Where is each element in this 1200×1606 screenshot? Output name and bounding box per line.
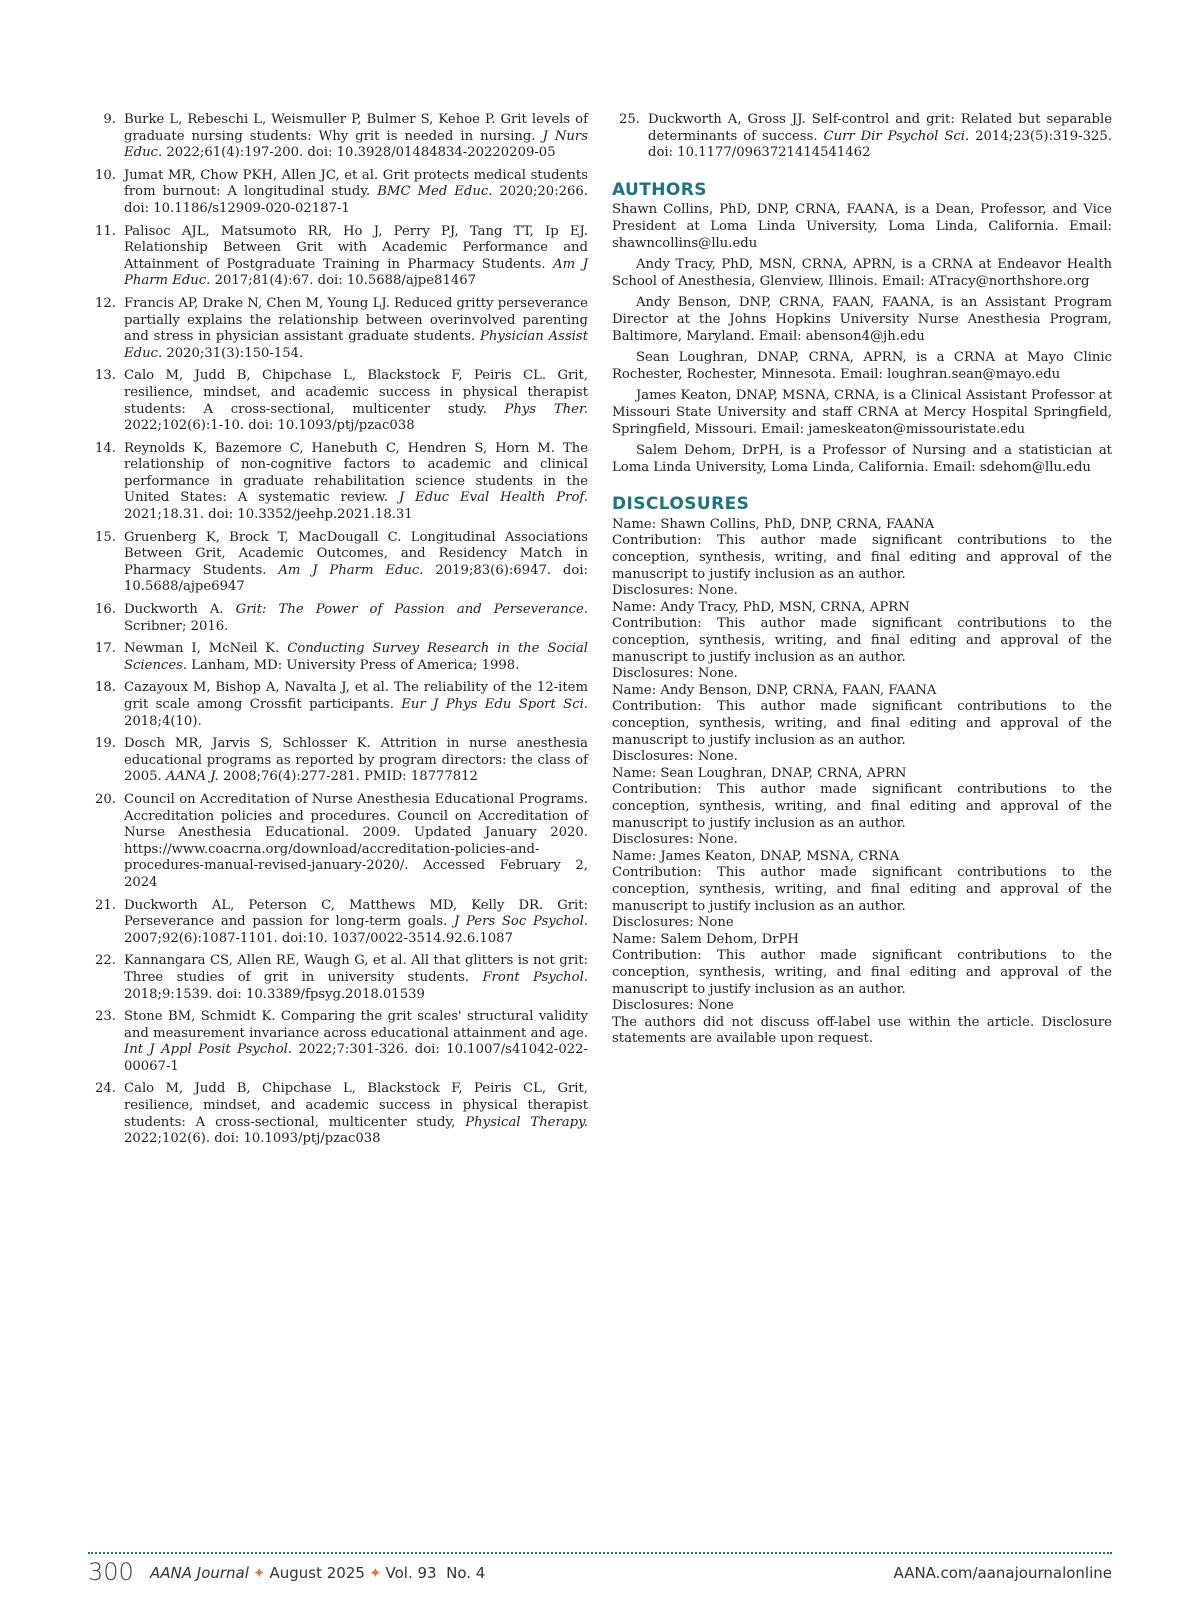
reference-text: Palisoc AJL, Matsumoto RR, Ho J, Perry PJ, Tang TT, Ip EJ. Relationship Between Grit with Academic Performance and Attainment of Postgraduate Training in Pharmacy Students. bbox=[124, 223, 588, 272]
diamond-separator-icon: ✦ bbox=[368, 1564, 382, 1582]
reference-item bbox=[88, 641, 588, 674]
reference-item bbox=[88, 168, 588, 218]
reference-journal: BMC Med Educ. bbox=[377, 184, 493, 200]
reference-details: Lanham, MD: University Press of America; 1998. bbox=[191, 657, 520, 673]
disclosure-name: Name: James Keaton, DNAP, MSNA, CRNA bbox=[612, 848, 900, 864]
disclosure-entry bbox=[612, 600, 1112, 683]
author-bio: Andy Tracy, PhD, MSN, CRNA, APRN, is a CRNA at Endeavor Health School of Anesthesia, Glenview, Illinois. Email: ATracy@northshore.org bbox=[612, 257, 1112, 289]
reference-text: Calo M, Judd B, Chipchase L, Blackstock F, Peiris CL, Grit, resilience, mindset, and academic success in physical therapist students: A cross-sectional, multicenter study, bbox=[124, 1081, 588, 1130]
author-bio: Andy Benson, DNP, CRNA, FAAN, FAANA, is an Assistant Program Director at the Johns Hopkins University Nurse Anesthesia Program, Baltimore, Maryland. Email: abenson4@jh.edu bbox=[612, 295, 1112, 344]
reference-details: Scribner; 2016. bbox=[124, 618, 229, 634]
reference-details: 2014;23(5):319-325. doi: 10.1177/0963721414541462 bbox=[648, 128, 1113, 161]
reference-number: 22. bbox=[95, 953, 116, 969]
reference-number: 9. bbox=[103, 112, 116, 127]
reference-number: 16. bbox=[95, 602, 116, 618]
right-column bbox=[612, 112, 1112, 1048]
reference-details: 2018;4(10). bbox=[124, 713, 202, 729]
reference-details: 2020;31(3):150-154. bbox=[166, 345, 304, 361]
reference-number: 15. bbox=[95, 529, 116, 545]
disclosures-heading: DISCLOSURES bbox=[612, 494, 750, 515]
reference-text: Dosch MR, Jarvis S, Schlosser K. Attrition in nurse anesthesia educational programs as reported by program directors: the class of 2005. bbox=[124, 736, 588, 785]
reference-journal: Curr Dir Psychol Sci. bbox=[823, 128, 970, 144]
reference-journal: Physical Therapy. bbox=[465, 1114, 588, 1130]
disclosure-name: Name: Andy Benson, DNP, CRNA, FAAN, FAANA bbox=[612, 682, 937, 698]
footer-website-link[interactable]: AANA.com/aanajournalonline bbox=[893, 1564, 1112, 1582]
reference-text: Newman I, McNeil K. bbox=[124, 641, 280, 657]
disclosure-name: Name: Shawn Collins, PhD, DNP, CRNA, FAANA bbox=[612, 516, 935, 532]
reference-details: 2007;92(6):1087-1101. doi:10. 1037/0022-3514.92.6.1087 bbox=[124, 930, 513, 946]
reference-text: Reynolds K, Bazemore C, Hanebuth C, Hendren S, Horn M. The relationship of non-cognitive factors to academic and clinical performance in graduate rehabilitation science students in the United States: A systematic review. bbox=[124, 440, 588, 506]
disclosure-entry bbox=[612, 683, 1112, 766]
reference-journal: J Educ Eval Health Prof. bbox=[398, 490, 588, 506]
page-footer bbox=[88, 1558, 1112, 1588]
disclosure-statement: Disclosures: None. bbox=[612, 749, 738, 765]
page-number: 300 bbox=[88, 1558, 134, 1586]
reference-details: 2021;18.31. doi: 10.3352/jeehp.2021.18.31 bbox=[124, 507, 413, 523]
disclosure-name: Name: Andy Tracy, PhD, MSN, CRNA, APRN bbox=[612, 599, 910, 615]
reference-item bbox=[88, 953, 588, 1003]
reference-details: 2022;102(6). doi: 10.1093/ptj/pzac038 bbox=[124, 1131, 381, 1147]
reference-item bbox=[88, 112, 588, 162]
reference-journal: Phys Ther. bbox=[504, 401, 588, 417]
reference-number: 19. bbox=[95, 736, 116, 752]
reference-journal: Am J Pharm Educ. bbox=[278, 562, 424, 578]
disclosure-name: Name: Salem Dehom, DrPH bbox=[612, 931, 799, 947]
reference-text: Council on Accreditation of Nurse Anesthesia Educational Programs. Accreditation policies and procedures. Council on Accreditation of Nurse Anesthesia Educational. 2009. Updated January 2020. https://www.coacrna.org/download/accreditation-policies-and-procedures-manual-revised-january-2020/. Accessed February 2, 2024 bbox=[124, 791, 588, 890]
reference-item bbox=[88, 602, 588, 635]
reference-text: Stone BM, Schmidt K. Comparing the grit scales' structural validity and measurement invariance across educational attainment and age. bbox=[124, 1009, 588, 1041]
footer-citation bbox=[150, 1564, 485, 1582]
reference-journal: Front Psychol. bbox=[482, 969, 588, 985]
reference-item bbox=[88, 530, 588, 596]
reference-text: Burke L, Rebeschi L, Weismuller P, Bulmer S, Kehoe P. Grit levels of graduate nursing students: Why grit is needed in nursing. bbox=[124, 112, 588, 144]
disclosure-statement: Disclosures: None. bbox=[612, 666, 738, 682]
reference-text: Gruenberg K, Brock T, MacDougall C. Longitudinal Associations Between Grit, Academic Outcomes, and Residency Match in Pharmacy Students. bbox=[124, 529, 588, 578]
reference-item bbox=[88, 368, 588, 434]
reference-journal: Eur J Phys Edu Sport Sci. bbox=[401, 697, 588, 712]
disclosure-entry bbox=[612, 849, 1112, 932]
reference-number: 23. bbox=[95, 1009, 116, 1025]
reference-text: Cazayoux M, Bishop A, Navalta J, et al. The reliability of the 12-item grit scale among Crossfit participants. bbox=[124, 680, 588, 712]
reference-journal: Grit: The Power of Passion and Perseverance. bbox=[235, 602, 588, 618]
reference-text: Duckworth A, Gross JJ. Self-control and grit: Related but separable determinants of success. bbox=[648, 112, 1112, 144]
reference-item bbox=[88, 1081, 588, 1147]
reference-details: 2022;102(6):1-10. doi: 10.1093/ptj/pzac038 bbox=[124, 418, 415, 434]
disclosure-entry bbox=[612, 517, 1112, 600]
reference-journal: J Pers Soc Psychol. bbox=[453, 914, 588, 930]
footer-volume: Vol. 93 No. 4 bbox=[385, 1564, 486, 1582]
footer-issue-date: August 2025 bbox=[269, 1564, 365, 1582]
reference-item bbox=[88, 792, 588, 892]
reference-text: Jumat MR, Chow PKH, Allen JC, et al. Grit protects medical students from burnout: A longitudinal study. bbox=[124, 167, 588, 200]
reference-text: Kannangara CS, Allen RE, Waugh G, et al. All that glitters is not grit: Three studies of grit in university students. bbox=[124, 953, 588, 985]
reference-number: 11. bbox=[95, 223, 116, 239]
disclosure-statement: Disclosures: None. bbox=[612, 583, 738, 599]
reference-details: 2022;61(4):197-200. doi: 10.3928/01484834-20220209-05 bbox=[166, 145, 556, 161]
disclosure-contribution: Contribution: This author made significant contributions to the conception, synthesis, writing, and final editing and approval of the manuscript to justify inclusion as an author. bbox=[612, 616, 1112, 665]
disclosure-statement: Disclosures: None. bbox=[612, 832, 738, 848]
reference-journal: AANA J. bbox=[165, 769, 219, 785]
reference-text: Calo M, Judd B, Chipchase L, Blackstock F, Peiris CL. Grit, resilience, mindset, and academic success in physical therapist students: A cross-sectional, multicenter study. bbox=[124, 368, 588, 417]
reference-list-right bbox=[612, 112, 1112, 162]
reference-details: 2008;76(4):277-281. PMID: 18777812 bbox=[222, 769, 478, 785]
reference-journal: Int J Appl Posit Psychol. bbox=[124, 1042, 293, 1058]
author-bio: James Keaton, DNAP, MSNA, CRNA, is a Clinical Assistant Professor at Missouri State University and staff CRNA at Mercy Hospital Springfield, Springfield, Missouri. Email: jameskeaton@missouristate.edu bbox=[612, 388, 1112, 437]
author-bio: Shawn Collins, PhD, DNP, CRNA, FAANA, is a Dean, Professor, and Vice President at Loma Linda University, Loma Linda, California. Email: shawncollins@llu.edu bbox=[612, 202, 1112, 251]
disclosure-statement: Disclosures: None bbox=[612, 998, 734, 1014]
reference-journal: Am J Pharm Educ. bbox=[124, 256, 588, 289]
reference-number: 17. bbox=[95, 641, 116, 657]
reference-number: 24. bbox=[95, 1081, 116, 1097]
disclosure-contribution: Contribution: This author made significant contributions to the conception, synthesis, writing, and final editing and approval of the manuscript to justify inclusion as an author. bbox=[612, 782, 1112, 831]
disclosure-statement: Disclosures: None bbox=[612, 915, 734, 931]
reference-item bbox=[612, 112, 1112, 162]
reference-item bbox=[88, 898, 588, 948]
reference-text: Duckworth A. bbox=[124, 602, 224, 618]
reference-number: 13. bbox=[95, 368, 116, 384]
reference-details: 2020;20:266. doi: 10.1186/s12909-020-02187-1 bbox=[124, 184, 588, 216]
disclosure-entry bbox=[612, 932, 1112, 1015]
reference-number: 12. bbox=[95, 295, 116, 311]
disclosure-name: Name: Sean Loughran, DNAP, CRNA, APRN bbox=[612, 765, 907, 781]
reference-journal: J Nurs Educ. bbox=[124, 128, 588, 161]
reference-details: 2019;83(6):6947. doi: 10.5688/ajpe6947 bbox=[124, 562, 588, 595]
reference-item bbox=[88, 296, 588, 362]
reference-journal: Physician Assist Educ. bbox=[124, 329, 589, 361]
reference-details: 2017;81(4):67. doi: 10.5688/ajpe81467 bbox=[214, 273, 477, 289]
reference-details: 2018;9:1539. doi: 10.3389/fpsyg.2018.01539 bbox=[124, 986, 425, 1002]
reference-list-left bbox=[88, 112, 588, 1148]
diamond-separator-icon: ✦ bbox=[252, 1564, 266, 1582]
reference-number: 18. bbox=[95, 680, 116, 696]
reference-text: Francis AP, Drake N, Chen M, Young LJ. Reduced gritty perseverance partially explains the relationship between overinvolved parenting and stress in physician assistant graduate students. bbox=[124, 295, 588, 345]
reference-item bbox=[88, 441, 588, 524]
reference-item bbox=[88, 224, 588, 290]
authors-heading: AUTHORS bbox=[612, 179, 707, 200]
footer-journal-name: AANA Journal bbox=[150, 1564, 249, 1582]
reference-details: 2022;7:301-326. doi: 10.1007/s41042-022-00067-1 bbox=[124, 1042, 588, 1074]
footer-divider bbox=[88, 1552, 1112, 1554]
reference-text: Duckworth AL, Peterson C, Matthews MD, Kelly DR. Grit: Perseverance and passion for long-term goals. bbox=[124, 897, 588, 930]
reference-number: 20. bbox=[95, 791, 116, 807]
reference-item bbox=[88, 1009, 588, 1075]
disclosure-closing: The authors did not discuss off-label use within the article. Disclosure statements are available upon request. bbox=[612, 1014, 1112, 1047]
author-bio: Salem Dehom, DrPH, is a Professor of Nursing and a statistician at Loma Linda University, Loma Linda, California. Email: sdehom@llu.edu bbox=[612, 443, 1112, 475]
left-column bbox=[88, 112, 588, 1154]
reference-item bbox=[88, 736, 588, 786]
disclosure-contribution: Contribution: This author made significant contributions to the conception, synthesis, writing, and final editing and approval of the manuscript to justify inclusion as an author. bbox=[612, 948, 1112, 997]
reference-item bbox=[88, 680, 588, 730]
author-bio: Sean Loughran, DNAP, CRNA, APRN, is a CRNA at Mayo Clinic Rochester, Rochester, Minnesota. Email: loughran.sean@mayo.edu bbox=[612, 350, 1112, 382]
reference-number: 14. bbox=[95, 440, 116, 456]
disclosure-contribution: Contribution: This author made significant contributions to the conception, synthesis, writing, and final editing and approval of the manuscript to justify inclusion as an author. bbox=[612, 699, 1112, 748]
reference-number: 21. bbox=[95, 897, 116, 913]
disclosure-contribution: Contribution: This author made significant contributions to the conception, synthesis, writing, and final editing and approval of the manuscript to justify inclusion as an author. bbox=[612, 865, 1112, 914]
disclosure-entry bbox=[612, 766, 1112, 849]
reference-journal: Conducting Survey Research in the Social Sciences. bbox=[124, 641, 589, 673]
reference-number: 25. bbox=[619, 112, 640, 127]
reference-number: 10. bbox=[95, 167, 116, 183]
disclosure-contribution: Contribution: This author made significant contributions to the conception, synthesis, writing, and final editing and approval of the manuscript to justify inclusion as an author. bbox=[612, 533, 1112, 582]
